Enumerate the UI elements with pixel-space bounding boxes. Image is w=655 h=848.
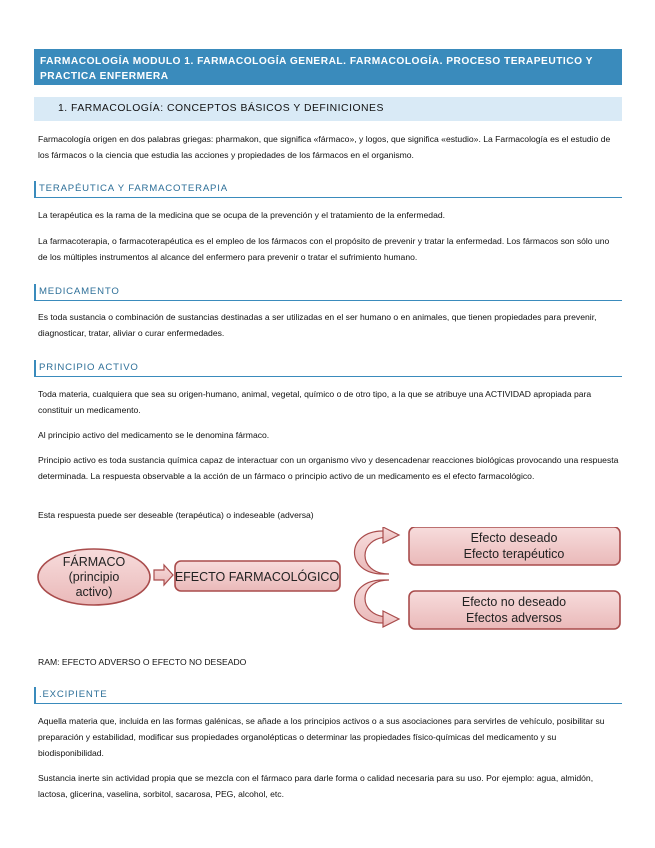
document-title: FARMACOLOGÍA MODULO 1. FARMACOLOGÍA GENERAL. FARMACOLOGÍA. PROCESO TERAPEUTICO Y PRACTICA ENFERMERA	[34, 49, 622, 85]
right-arrow-icon	[154, 565, 173, 585]
heading-principio-activo: PRINCIPIO ACTIVO	[34, 360, 622, 377]
farmacoterapia-paragraph: La farmacoterapia, o farmacoterapéutica es el empleo de los fármacos con el propósito de prevenir y tratar la enfermedad. Los fármacos son sólo uno de los múltiples instrumentos al alcance del enfermero para prevenir o tratar el sufrimiento humano.	[38, 236, 610, 262]
pharmacological-effect-diagram	[37, 527, 622, 635]
farmaco-label-2: (principio	[68, 570, 120, 584]
deseado-label-2: Efecto terapéutico	[463, 547, 565, 561]
farmaco-label-3: activo)	[75, 585, 113, 599]
intro-paragraph: Farmacología origen en dos palabras griegas: pharmakon, que significa «fármaco», y logos, que significa «estudio». La Farmacología es el estudio de los fármacos o la ciencia que estudia las acciones y propiedades de los fármacos en el organismo.	[38, 134, 611, 160]
principio-paragraph-1: Toda materia, cualquiera que sea su origen-humano, animal, vegetal, químico o de otro tipo, a la que se atribuye una ACTIVIDAD apropiada para constituir un medicamento.	[38, 389, 592, 415]
efecto-label: EFECTO FARMACOLÓGICO	[174, 570, 340, 584]
medicamento-paragraph: Es toda sustancia o combinación de sustancias destinadas a ser utilizadas en el ser humano o en animales, que tienen propiedades para prevenir, diagnosticar, tratar, aliviar o curar enfermedades.	[38, 312, 597, 338]
farmaco-label-1: FÁRMACO	[62, 555, 126, 569]
deseado-label-1: Efecto deseado	[470, 531, 558, 545]
principio-paragraph-2: Al principio activo del medicamento se le denomina fármaco.	[38, 430, 270, 440]
curved-arrow-up-head	[383, 527, 399, 543]
terapeutica-paragraph: La terapéutica es la rama de la medicina que se ocupa de la prevención y el tratamiento de la enfermedad.	[38, 210, 446, 220]
heading-medicamento: MEDICAMENTO	[34, 284, 622, 301]
ram-paragraph: RAM: EFECTO ADVERSO O EFECTO NO DESEADO	[38, 657, 247, 667]
section-heading-conceptos: 1. FARMACOLOGÍA: CONCEPTOS BÁSICOS Y DEFINICIONES	[34, 97, 622, 121]
heading-terapeutica: TERAPÉUTICA Y FARMACOTERAPIA	[34, 181, 622, 198]
principio-paragraph-3: Principio activo es toda sustancia química capaz de interactuar con un organismo vivo y desencadenar reacciones biológicas provocando una respuesta determinada. La respuesta observable a la acción de un fármaco o principio activo de un medicamento es el efecto farmacológico.	[38, 455, 619, 481]
curved-arrow-down-head	[383, 611, 399, 627]
excipiente-paragraph-1: Aquella materia que, incluida en las formas galénicas, se añade a los principios activos o a sus asociaciones para servirles de vehículo, posibilitar su preparación y estabilidad, modificar sus propiedades organolépticas o determinar las propiedades físico-químicas del medicamento y su biodisponibilidad.	[38, 716, 605, 758]
excipiente-paragraph-2: Sustancia inerte sin actividad propia que se mezcla con el fármaco para darle forma o calidad necesaria para su uso. Por ejemplo: agua, almidón, lactosa, glicerina, vaselina, sorbitol, sacarosa, PEG, alcohol, etc.	[38, 773, 594, 799]
nodeseado-label-1: Efecto no deseado	[461, 595, 567, 609]
nodeseado-label-2: Efectos adversos	[466, 611, 562, 625]
principio-paragraph-4: Esta respuesta puede ser deseable (terapéutica) o indeseable (adversa)	[38, 510, 314, 520]
heading-excipiente: .EXCIPIENTE	[34, 687, 622, 704]
